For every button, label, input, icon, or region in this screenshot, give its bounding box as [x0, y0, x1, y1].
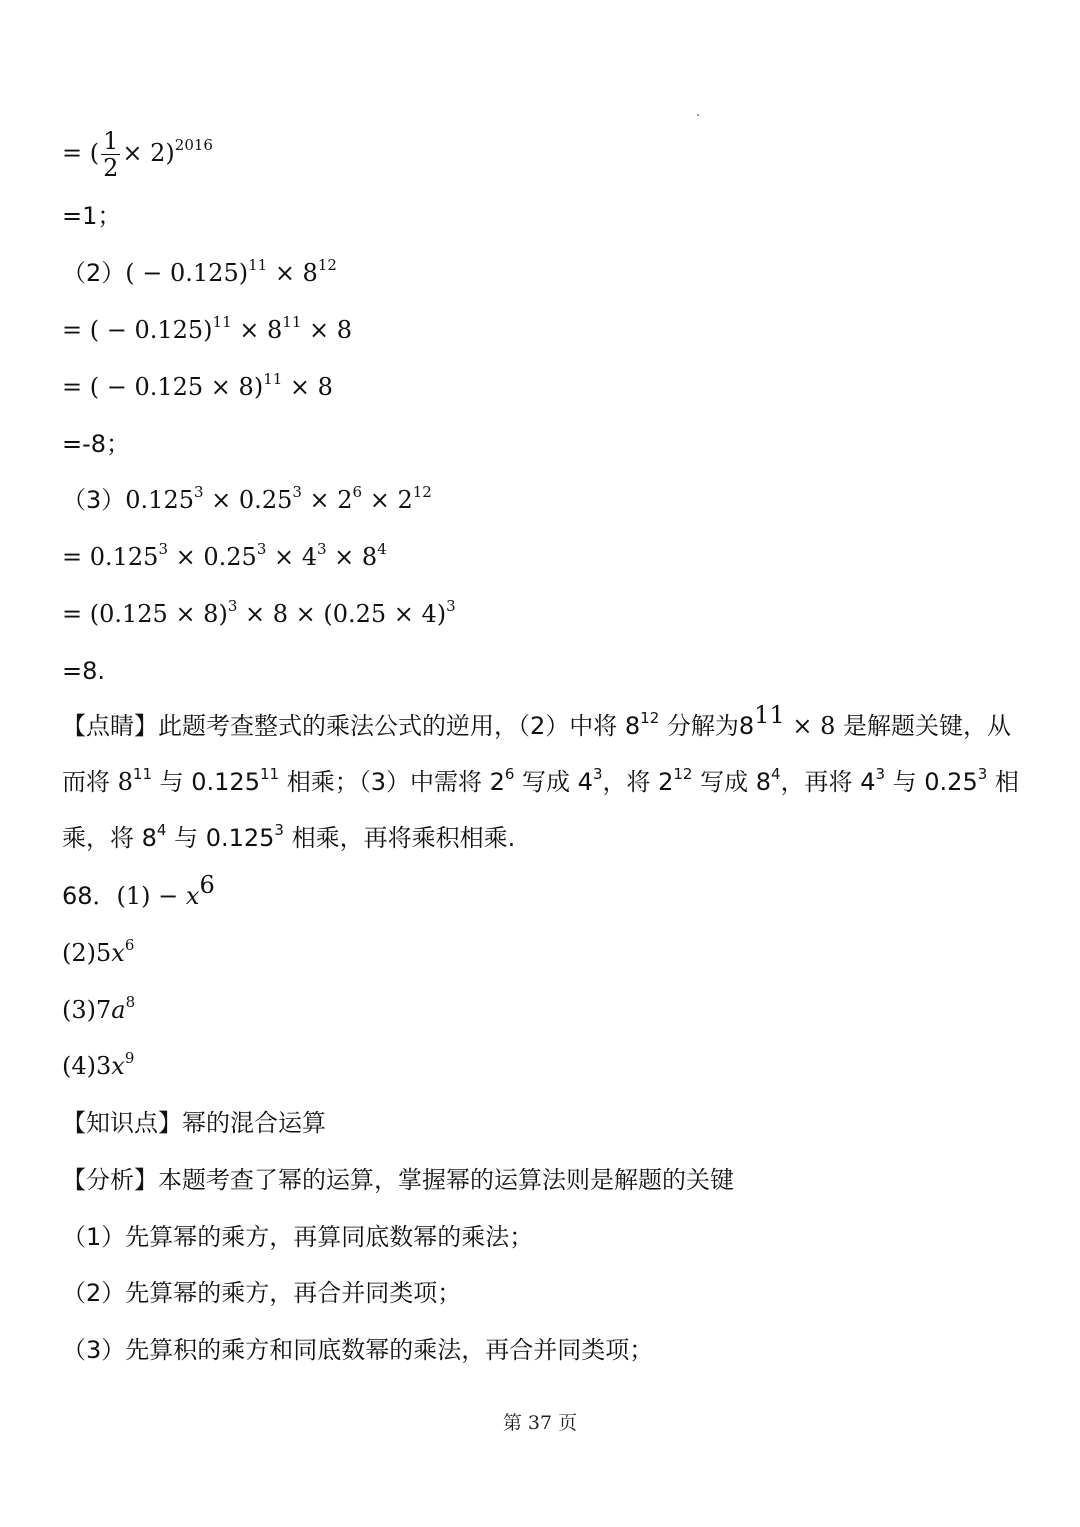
- exponent: 6: [199, 871, 215, 899]
- coefficient: 5: [96, 939, 112, 967]
- analysis-text: 【分析】本题考查了幂的运算，掌握幂的运算法则是解题的关键: [62, 1166, 734, 1194]
- open-paren: (: [89, 139, 100, 167]
- exponent: 3: [158, 540, 168, 558]
- question-68-answer-1: [62, 871, 215, 912]
- exponent: 9: [124, 1049, 135, 1067]
- term: × 0.25: [203, 486, 293, 514]
- exponent: 8: [125, 993, 136, 1011]
- fraction-numerator: 1: [103, 127, 119, 155]
- exponent: 12: [673, 765, 693, 783]
- term: × 8: [301, 316, 353, 344]
- exponent: 11: [263, 370, 283, 388]
- term: × 8: [267, 259, 318, 287]
- analysis-step-2: （2）先算幂的乘方，再合并同类项；: [62, 1279, 462, 1307]
- remark-text: 相乘，再将乘积相乘.: [283, 824, 516, 852]
- coefficient: 7: [96, 996, 112, 1024]
- exponent: 12: [412, 483, 432, 501]
- exponent: 2016: [174, 136, 213, 154]
- part-label: (4): [62, 1052, 96, 1080]
- exponent: 11: [754, 701, 785, 729]
- remark-text: 与 0.125: [152, 768, 260, 796]
- question-68-answer-3: [62, 994, 135, 1026]
- analysis-step-3: （3）先算积的乘方和同底数幂的乘法，再合并同类项；: [62, 1336, 654, 1364]
- question-68-answer-2: [62, 937, 134, 969]
- exponent: 12: [640, 709, 660, 727]
- exponent: 3: [227, 597, 238, 615]
- result-line-1: =1；: [62, 202, 122, 230]
- variable: x: [111, 1052, 125, 1080]
- part-label: (1): [116, 882, 151, 910]
- remark-paragraph: [62, 698, 1022, 866]
- remark-text: 相乘，将 8: [62, 768, 1019, 852]
- remark-text: 与 0.125: [166, 824, 275, 852]
- exponent: 3: [274, 821, 284, 839]
- fraction-denominator: 2: [103, 154, 119, 182]
- remark-text: 与 0.25: [885, 768, 978, 796]
- term: = ( − 0.125 × 8): [62, 373, 264, 401]
- exponent: 6: [504, 765, 515, 783]
- term: ( − 0.125): [125, 259, 249, 287]
- page-number: 第 37 页: [502, 1412, 578, 1434]
- term: −: [150, 882, 186, 910]
- variable: x: [185, 882, 200, 910]
- term: × 0.25: [168, 543, 257, 571]
- part-label: (3): [62, 996, 96, 1024]
- exponent: 4: [377, 540, 387, 558]
- fraction: [101, 128, 120, 181]
- scan-speck: [697, 114, 699, 116]
- result-line-2: =-8；: [62, 430, 131, 458]
- equation-line-5: [62, 371, 333, 403]
- term: × 8 × (0.25 × 4): [237, 600, 447, 628]
- term: = 0.125: [62, 543, 159, 571]
- variable: a: [111, 996, 126, 1024]
- term: × 8: [326, 543, 378, 571]
- exponent: 6: [124, 936, 135, 954]
- exponent: 11: [132, 765, 152, 783]
- term: × 4: [266, 543, 317, 571]
- question-number: 68．: [62, 882, 117, 910]
- remark-text: × 8 是解题关键，从而将 8: [62, 712, 1011, 796]
- exponent: 11: [212, 313, 232, 331]
- question-68-answer-4: [62, 1050, 134, 1082]
- expression-rest: × 2): [122, 139, 175, 167]
- result-line-3: =8.: [62, 657, 106, 685]
- remark-text: 写成 8: [692, 768, 772, 796]
- exponent: 11: [248, 256, 268, 274]
- equation-line-8: [62, 541, 387, 573]
- exponent: 6: [352, 483, 363, 501]
- part-label: (2): [62, 939, 96, 967]
- equals-sign: =: [62, 139, 83, 167]
- exponent: 4: [156, 821, 167, 839]
- exponent: 11: [282, 313, 302, 331]
- exponent: 3: [446, 597, 456, 615]
- term: = (0.125 × 8): [62, 600, 228, 628]
- term: × 2: [301, 486, 353, 514]
- remark-text: 分解为8: [659, 712, 755, 740]
- part-label: （2）: [62, 259, 126, 287]
- remark-text: 【点睛】此题考查整式的乘法公式的逆用，（2）中将 8: [62, 712, 641, 740]
- equation-line-3: [62, 257, 337, 289]
- term: × 8: [231, 316, 283, 344]
- part-label: （3）: [62, 486, 126, 514]
- remark-text: ，将 2: [602, 768, 674, 796]
- equation-line-1: [62, 128, 213, 181]
- variable: x: [111, 939, 125, 967]
- knowledge-point: 【知识点】幂的混合运算: [62, 1109, 326, 1137]
- term: × 2: [362, 486, 413, 514]
- equation-line-7: [62, 484, 432, 516]
- term: × 8: [282, 373, 333, 401]
- exponent: 3: [194, 483, 204, 501]
- exponent: 3: [256, 540, 267, 558]
- remark-text: 相乘；（3）中需将 2: [279, 768, 505, 796]
- exponent: 3: [292, 483, 302, 501]
- coefficient: 3: [96, 1052, 112, 1080]
- term: 0.125: [125, 486, 194, 514]
- exponent: 3: [317, 540, 327, 558]
- equation-line-9: [62, 598, 456, 630]
- exponent: 4: [771, 765, 781, 783]
- analysis-step-1: （1）先算幂的乘方，再算同底数幂的乘法；: [62, 1223, 534, 1251]
- remark-text: 写成 4: [514, 768, 593, 796]
- exponent: 12: [317, 256, 337, 274]
- exponent: 11: [259, 765, 280, 783]
- remark-text: ，再将 4: [780, 768, 876, 796]
- exponent: 3: [977, 765, 988, 783]
- equation-line-4: [62, 314, 352, 346]
- term: = ( − 0.125): [62, 316, 213, 344]
- exponent: 3: [875, 765, 886, 783]
- exponent: 3: [592, 765, 603, 783]
